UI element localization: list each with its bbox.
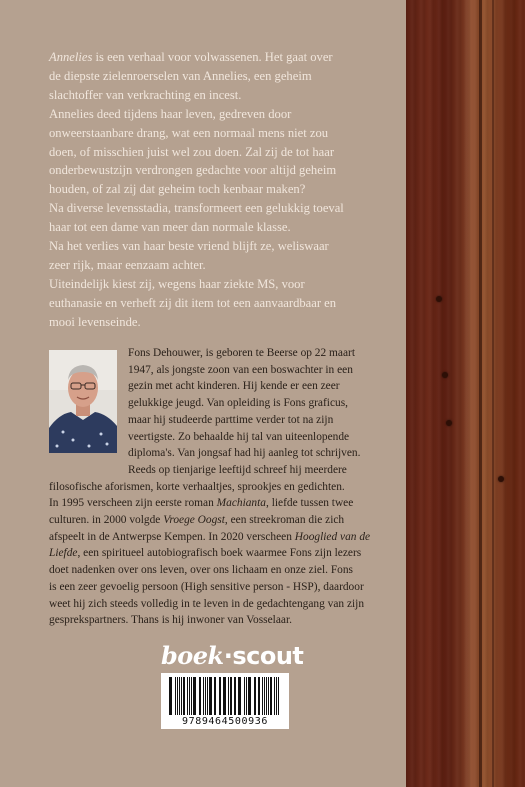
bio-line: Reeds op tienjarige leeftijd schreef hij meerdere — [128, 463, 347, 476]
isbn-barcode — [161, 673, 289, 729]
barcode-bar — [191, 677, 192, 715]
bio-line: gelukkige jeugd. Van opleiding is Fons graficus, — [128, 397, 348, 410]
barcode-bar — [258, 677, 260, 715]
wood-highlight — [464, 0, 478, 787]
book-title: Vroege Oogst — [163, 514, 225, 527]
blurb-line: doen, of misschien juist wel zou doen. Zal zij de tot haar — [49, 144, 335, 159]
blurb-line: haar tot een dame van meer dan normale klasse. — [49, 220, 291, 235]
blurb-line: Annelies deed tijdens haar leven, gedreven door — [49, 106, 292, 121]
barcode-bar — [193, 677, 196, 715]
barcode-image — [167, 677, 283, 715]
bio-line: diploma's. Van jongsaf had hij aanleg tot schrijven. — [128, 447, 361, 460]
blurb-line: euthanasie en verheft zij dit item tot een aanvaardbaar en — [49, 295, 337, 310]
barcode-bar — [248, 677, 251, 715]
bio-line: veertigste. Zo behaalde hij tal van uiteenlopende — [128, 430, 350, 443]
barcode-bar — [278, 677, 279, 715]
wood-nail — [436, 296, 442, 302]
bio-line: weet hij zich steeds volledig in te leven in de gedachtengang van zijn — [49, 597, 365, 610]
barcode-bar — [183, 677, 185, 715]
bio-line: doet nadenken over ons leven, over ons lichaam en onze ziel. Fons — [49, 564, 353, 577]
wood-plank-seam — [479, 0, 482, 787]
barcode-bar — [266, 677, 267, 715]
bio-line: gezin met acht kinderen. Hij kende er een zeer — [128, 380, 340, 393]
barcode-bar — [181, 677, 182, 715]
wood-plank-seam — [492, 0, 494, 787]
blurb-line: mooi levenseinde. — [49, 314, 141, 329]
barcode-bar — [228, 677, 229, 715]
bio-text: , een spiritueel autobiografisch boek waarmee Fons zijn lezers — [77, 547, 362, 560]
isbn-number: 9789464500936 — [181, 716, 269, 727]
barcode-bar — [203, 677, 204, 715]
book-title: Hooglied van de — [294, 530, 371, 543]
barcode-bar — [179, 677, 180, 715]
blurb-line: Na diverse levensstadia, transformeert een gelukkig toeval — [49, 201, 344, 216]
barcode-bar — [274, 677, 275, 715]
barcode-bar — [223, 677, 226, 715]
barcode-bar — [177, 677, 178, 715]
barcode-bar — [219, 677, 221, 715]
bio-line — [49, 529, 371, 546]
barcode-bar — [254, 677, 256, 715]
barcode-bar — [268, 677, 269, 715]
blurb-line: zeer rijk, maar eenzaam achter. — [49, 257, 206, 272]
barcode-bar — [207, 677, 208, 715]
barcode-bar — [175, 677, 176, 715]
barcode-bar — [214, 677, 216, 715]
blurb-line-text: is een verhaal voor volwassenen. Het gaat over — [92, 50, 333, 64]
bio-line: maar hij studeerde parttime verder tot na zijn — [128, 413, 334, 426]
blurb-line — [49, 48, 385, 67]
bio-line — [49, 512, 367, 529]
bio-line: gesprekspartners. Thans is hij inwoner van Vosselaar. — [49, 614, 292, 627]
book-blurb — [49, 48, 385, 332]
bio-text: , liefde tussen twee — [266, 497, 354, 510]
bio-line: filosofische aforismen, korte verhaaltjes, sprookjes en gedichten. — [49, 480, 345, 493]
barcode-bar — [244, 677, 245, 715]
barcode-bar — [205, 677, 206, 715]
bio-text: , een streekroman die zich — [224, 514, 345, 527]
blurb-line: de diepste zielenroerselen van Annelies, een geheim — [49, 68, 312, 83]
publisher-logo-part1: boek — [161, 641, 224, 670]
bio-text: afspeelt in de Antwerpse Kempen. In 2020 verscheen — [49, 530, 295, 543]
blurb-title-word: Annelies — [49, 50, 93, 64]
barcode-bar — [209, 677, 212, 715]
publisher-logo-part2: scout — [232, 642, 304, 670]
barcode-bar — [187, 677, 188, 715]
author-biography — [49, 345, 371, 629]
barcode-bar — [234, 677, 236, 715]
bio-line: is een zeer gevoelig persoon (High sensitive person - HSP), daardoor — [49, 580, 364, 593]
publisher-logo-dot: · — [223, 642, 233, 670]
barcode-bar — [276, 677, 277, 715]
wood-nail — [442, 372, 448, 378]
bio-line: 1947, als jongste zoon van een boswachter in een — [128, 363, 353, 376]
bio-line — [49, 545, 367, 562]
blurb-line: Na het verlies van haar beste vriend blijft ze, weliswaar — [49, 239, 329, 254]
bio-line — [49, 495, 367, 512]
blurb-line: houden, of zal zij dat geheim toch kenbaar maken? — [49, 182, 306, 197]
book-title: Liefde — [49, 547, 78, 560]
publisher-logo — [161, 641, 304, 673]
wood-nail — [446, 420, 452, 426]
bio-text: In 1995 verscheen zijn eerste roman — [49, 497, 217, 510]
bio-text: culturen. in 2000 volgde — [49, 514, 164, 527]
barcode-bar — [169, 677, 172, 715]
barcode-bar — [264, 677, 265, 715]
barcode-bar — [270, 677, 272, 715]
blurb-line: onweerstaanbare drang, wat een normaal mens niet zou — [49, 125, 329, 140]
barcode-bar — [238, 677, 241, 715]
blurb-line: slachtoffer van verkrachting en incest. — [49, 87, 242, 102]
barcode-bar — [189, 677, 190, 715]
wood-nail — [498, 476, 504, 482]
barcode-bar — [246, 677, 247, 715]
barcode-bar — [262, 677, 263, 715]
barcode-bar — [199, 677, 201, 715]
book-title: Machianta — [216, 497, 266, 510]
wood-panel-image — [406, 0, 525, 787]
bio-line: Fons Dehouwer, is geboren te Beerse op 22 maart — [128, 347, 355, 359]
blurb-line: Uiteindelijk kiest zij, wegens haar ziekte MS, voor — [49, 276, 305, 291]
blurb-line: onderbewustzijn verdrongen gedachte voor altijd geheim — [49, 163, 337, 178]
barcode-bar — [230, 677, 232, 715]
